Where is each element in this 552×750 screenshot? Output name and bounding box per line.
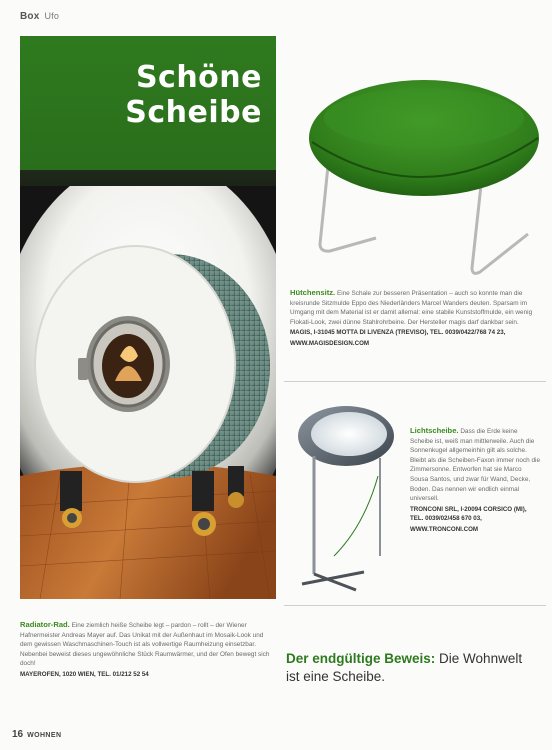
radiator-caption-head: Radiator-Rad.	[20, 620, 70, 629]
chair-contact-1: MAGIS, I-31045 MOTTA DI LIVENZA (TREVISO), TEL. 0039/0422/768 74 23,	[290, 329, 506, 337]
radiator-caption	[20, 620, 276, 680]
page-folio	[12, 729, 61, 740]
chair-caption-body: Eine Schale zur besseren Präsentation – auch so konnte man die kreisrunde Sitzmulde Eppo des Niederländers Marcel Wanders deuten. Sparsam im Umgang mit dem Material ist er damit allemal: eine stabile Kunststoffmulde, ein wenig Flokati-Look, zwei dünne Stahlrohrbeine. Der Hersteller magis darf dankbar sein.	[290, 290, 533, 326]
lamp-contact-1: TRONCONI SRL, I-20094 CORSICO (MI), TEL. 0039/02/458 670 03,	[410, 505, 527, 523]
lamp-caption	[410, 426, 540, 535]
lamp-contact-2: WWW.TRONCONI.COM	[410, 525, 479, 533]
title-box	[20, 36, 276, 170]
chair-caption-head: Hütchensitz.	[290, 288, 336, 297]
divider-2	[284, 605, 546, 606]
title-line-2: Scheibe	[125, 95, 262, 130]
subsection-name: Ufo	[44, 11, 60, 21]
lamp-caption-head: Lichtscheibe.	[410, 426, 459, 435]
section-name: Box	[20, 11, 40, 22]
lamp-image	[294, 396, 404, 592]
lamp-caption-body: Dass die Erde keine Scheibe ist, weiß man mittlerweile. Auch die Sonnenkugel allgemeinhin gilt als solche. Bleibt als die Scheiben-Faxon immer noch die Zimmersonne. Entworfen hat sie Marco Sousa Santos, und zwar für Wand, Decke, Boden. Das nennen wir endlich einmal universell.	[410, 428, 541, 503]
section-label	[20, 11, 59, 22]
radiator-caption-body: Eine ziemlich heiße Scheibe legt – pardon – rollt – der Wiener Hafnermeister Andreas Mayer auf. Das Unikat mit der Außenhaut im Mosaik-Look und dem gewissen Waschmaschinen-Touch ist als vollwertige Raumheizung einsetzbar. Nebenbei beweist dieses ungewöhnliche Stück Raumwärmer, und der Ofen bewegt sich doch!	[20, 622, 270, 668]
chair-caption	[290, 288, 540, 349]
title-line-1: Schöne	[135, 60, 262, 95]
radiator-contact: MAYEROFEN, 1020 WIEN, TEL. 01/212 52 54	[20, 670, 149, 678]
chair-contact-2: WWW.MAGISDESIGN.COM	[290, 339, 370, 347]
magazine-name: WOHNEN	[27, 732, 62, 739]
divider-1	[284, 381, 546, 382]
pull-quote	[286, 650, 536, 686]
hero-photo	[20, 36, 276, 599]
radiator-wheel-image	[20, 186, 276, 599]
page-number: 16	[12, 729, 24, 740]
page-title	[125, 60, 262, 130]
pull-quote-body: Die Wohnwelt ist eine Scheibe.	[286, 651, 523, 684]
chair-image	[284, 46, 546, 286]
pull-quote-head: Der endgültige Beweis:	[286, 651, 436, 666]
